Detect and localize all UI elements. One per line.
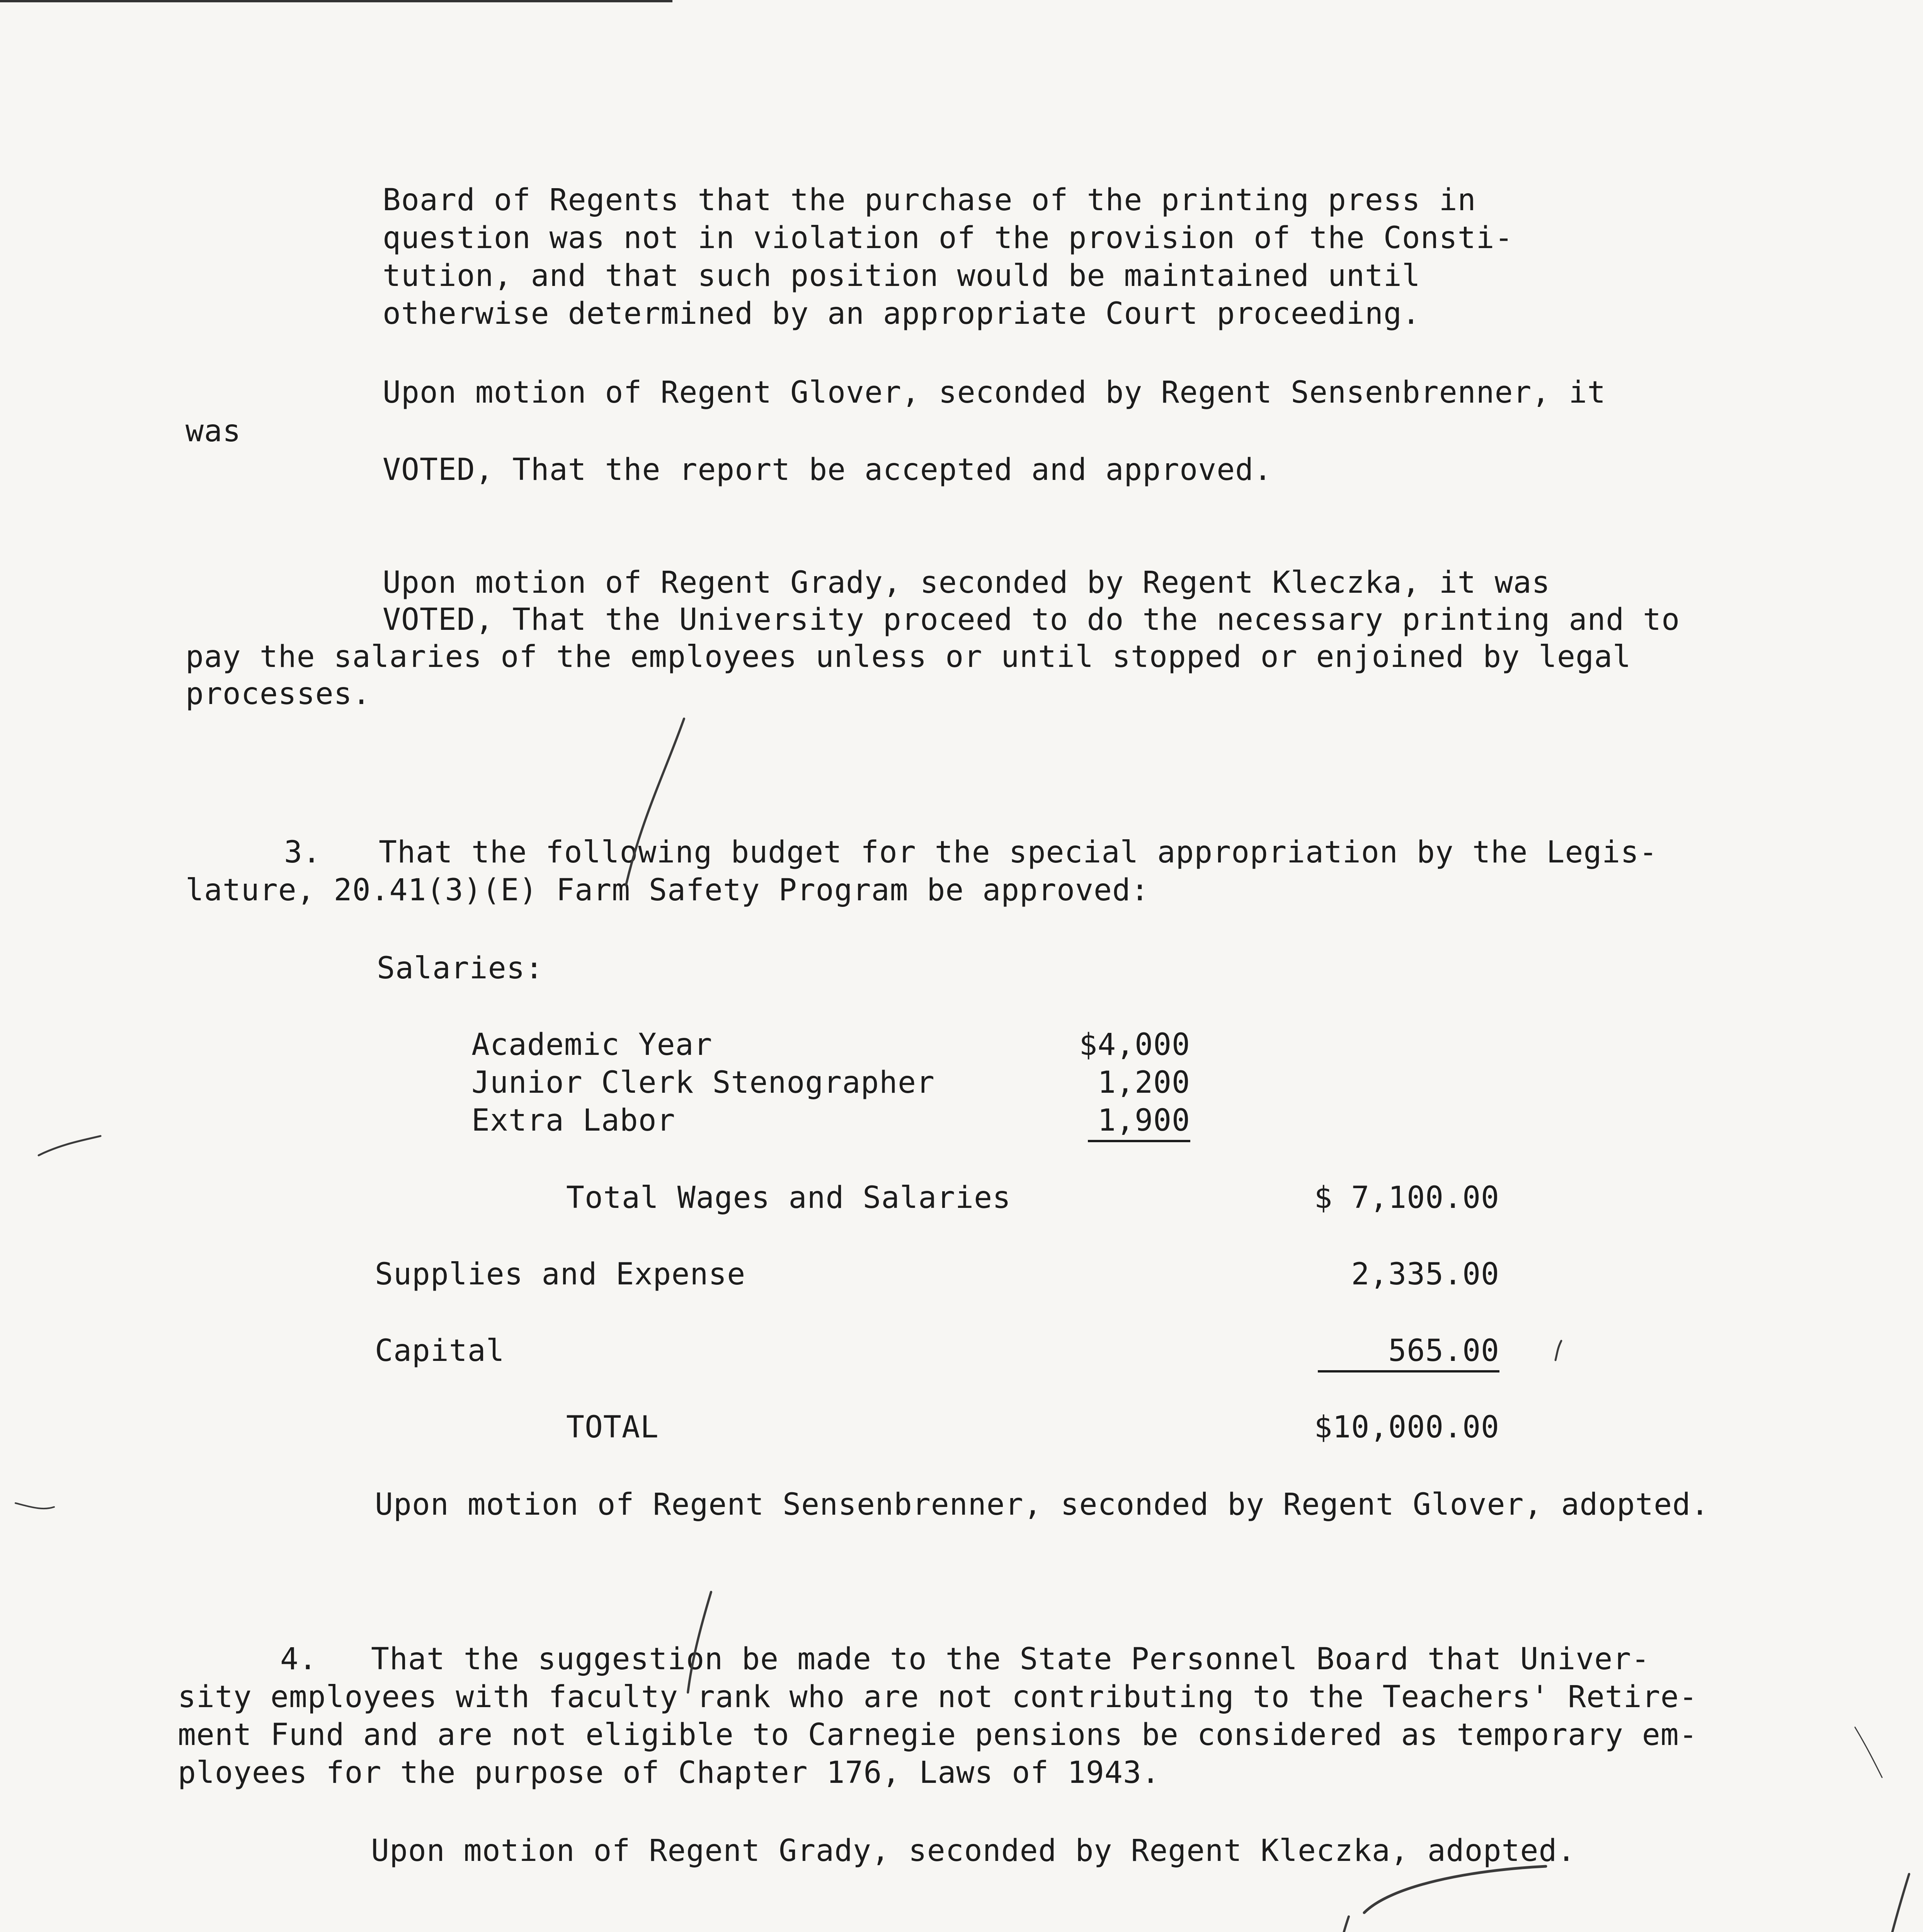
item-4-line-4: ployees for the purpose of Chapter 176, Laws of 1943. bbox=[178, 1755, 1160, 1790]
total-wages-amount: $ 7,100.00 bbox=[1314, 1180, 1499, 1215]
salary-item-amount: 1,200 bbox=[1098, 1065, 1190, 1100]
salaries-heading: Salaries: bbox=[377, 951, 544, 986]
salary-item-amount: 1,900 bbox=[1098, 1103, 1190, 1138]
intro-line-4: otherwise determined by an appropriate Court proceeding. bbox=[383, 296, 1421, 331]
item-4-motion: Upon motion of Regent Grady, seconded by Regent Kleczka, adopted. bbox=[371, 1833, 1576, 1868]
salary-item-amount: $4,000 bbox=[1079, 1027, 1190, 1062]
motion-1-voted: VOTED, That the report be accepted and approved. bbox=[383, 452, 1273, 487]
motion-2-line-1: Upon motion of Regent Grady, seconded by Regent Kleczka, it was bbox=[383, 565, 1550, 600]
capital-amount: 565.00 bbox=[1388, 1333, 1499, 1368]
capital-label: Capital bbox=[375, 1333, 505, 1368]
motion-1-line: Upon motion of Regent Glover, seconded by Regent Sensenbrenner, it bbox=[383, 375, 1606, 410]
salary-item-label: Academic Year bbox=[471, 1027, 713, 1062]
total-amount: $10,000.00 bbox=[1314, 1410, 1499, 1445]
margin-tick-right bbox=[1855, 1727, 1882, 1777]
item-4-line-3: ment Fund and are not eligible to Carnegie pensions be considered as temporary em- bbox=[178, 1718, 1698, 1752]
item-3-line-2: lature, 20.41(3)(E) Farm Safety Program be approved: bbox=[185, 873, 1149, 908]
margin-tick-left bbox=[15, 1503, 54, 1509]
motion-2-line-3: pay the salaries of the employees unless or until stopped or enjoined by legal bbox=[185, 639, 1631, 674]
margin-check-right bbox=[1882, 1874, 1909, 1932]
item-4-line-1: That the suggestion be made to the State Personnel Board that Univer- bbox=[371, 1642, 1650, 1677]
salary-item-label: Junior Clerk Stenographer bbox=[471, 1065, 935, 1100]
item-3-number: 3. bbox=[284, 835, 321, 870]
motion-2-line-2: VOTED, That the University proceed to do the necessary printing and to bbox=[383, 602, 1680, 637]
total-label: TOTAL bbox=[566, 1410, 659, 1445]
item-4-number: 4. bbox=[280, 1642, 317, 1677]
motion-1-was: was bbox=[185, 414, 241, 449]
intro-line-3: tution, and that such position would be maintained until bbox=[383, 259, 1421, 293]
supplies-amount: 2,335.00 bbox=[1351, 1257, 1499, 1292]
intro-line-2: question was not in violation of the provision of the Consti- bbox=[383, 221, 1513, 255]
item-3-line-1: That the following budget for the special appropriation by the Legis- bbox=[379, 835, 1658, 870]
check-mark-item-4 bbox=[688, 1592, 711, 1692]
initials-stroke bbox=[1341, 1917, 1349, 1932]
total-wages-label: Total Wages and Salaries bbox=[566, 1180, 1011, 1215]
item-4-line-2: sity employees with faculty rank who are not contributing to the Teachers' Retire- bbox=[178, 1680, 1698, 1714]
intro-line-1: Board of Regents that the purchase of the printing press in bbox=[383, 183, 1476, 218]
motion-2-line-4: processes. bbox=[185, 677, 371, 711]
salary-item-label: Extra Labor bbox=[471, 1103, 676, 1138]
check-mark-item-3 bbox=[626, 719, 684, 885]
margin-tick-right bbox=[1555, 1341, 1561, 1360]
initials-stroke bbox=[1364, 1866, 1546, 1913]
margin-tick-left bbox=[39, 1136, 100, 1155]
supplies-label: Supplies and Expense bbox=[375, 1257, 746, 1292]
item-3-motion: Upon motion of Regent Sensenbrenner, seconded by Regent Glover, adopted. bbox=[375, 1487, 1710, 1522]
